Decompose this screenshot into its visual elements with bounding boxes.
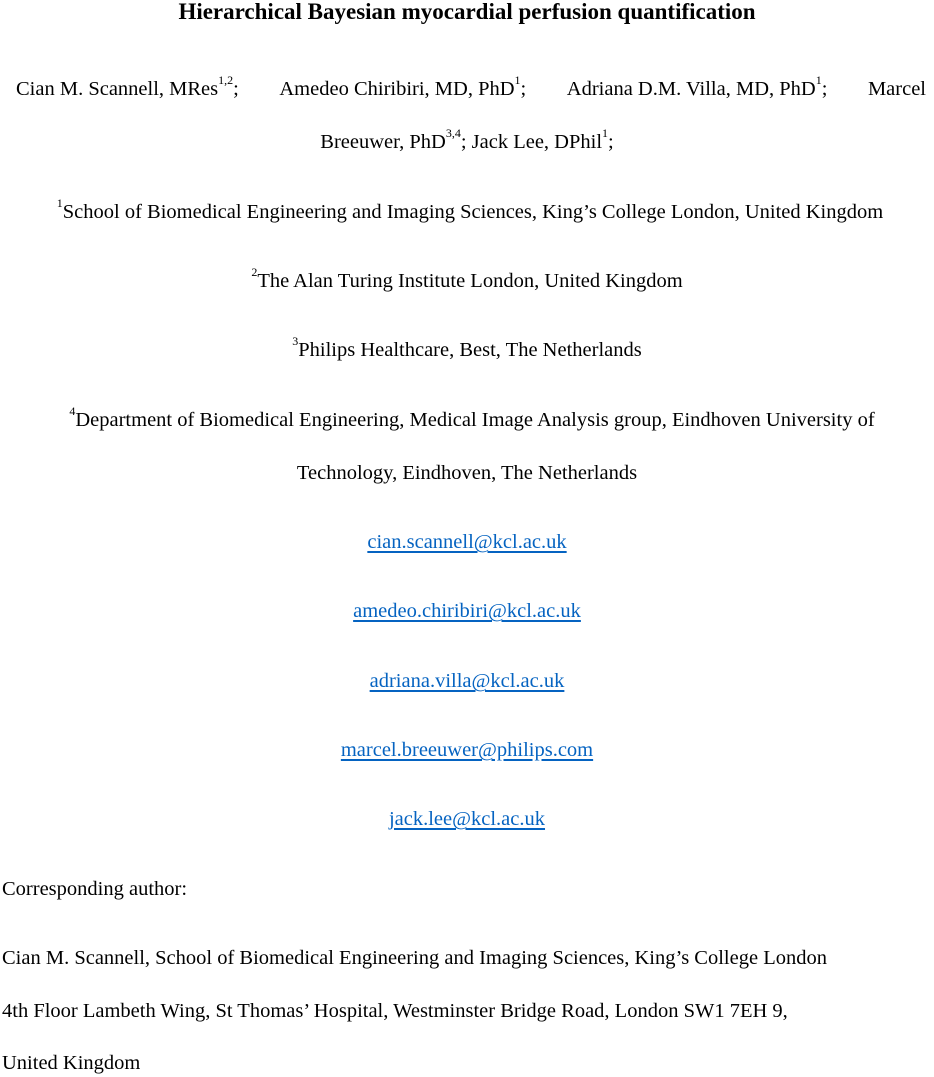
- author-line-1: [16, 73, 926, 102]
- email-link-breeuwer[interactable]: marcel.breeuwer@philips.com: [340, 739, 594, 761]
- affiliation-2: $^2$The Alan Turing Institute London, United Kingdom: [251, 265, 683, 292]
- email-link-scannell[interactable]: cian.scannell@kcl.ac.uk: [367, 531, 567, 553]
- author-breeuwer-part1: Marcel: [867, 78, 926, 100]
- corresponding-address-line-2: 4th Floor Lambeth Wing, St Thomas’ Hospital, Westminster Bridge Road, London SW1 7EH 9,: [2, 1000, 788, 1022]
- paper-title: Hierarchical Bayesian myocardial perfusion quantification: [178, 0, 756, 24]
- email-link-villa[interactable]: adriana.villa@kcl.ac.uk: [369, 670, 565, 692]
- author-chiribiri: Amedeo Chiribiri, MD, PhD$^1$;: [279, 73, 527, 100]
- author-line-2: [0, 126, 934, 155]
- author-villa: Adriana D.M. Villa, MD, PhD$^1$;: [566, 73, 828, 100]
- author-breeuwer-part2: Breeuwer, PhD$^{3,4}$;: [320, 126, 467, 153]
- email-row: [0, 668, 934, 694]
- email-row: [0, 737, 934, 763]
- corresponding-address-line-1: Cian M. Scannell, School of Biomedical Engineering and Imaging Sciences, King’s College London: [2, 947, 827, 969]
- affiliation-3: $^3$Philips Healthcare, Best, The Netherlands: [292, 334, 642, 361]
- affiliation-1: $^1$School of Biomedical Engineering and Imaging Sciences, King’s College London, United Kingdom: [56, 196, 884, 223]
- email-row: [0, 598, 934, 624]
- email-link-chiribiri[interactable]: amedeo.chiribiri@kcl.ac.uk: [353, 600, 581, 622]
- corresponding-address-line-3: United Kingdom: [2, 1052, 141, 1074]
- email-row: [0, 529, 934, 555]
- author-lee: Jack Lee, DPhil$^1$;: [471, 126, 614, 153]
- corresponding-author-label: Corresponding author:: [2, 878, 188, 900]
- email-link-lee[interactable]: jack.lee@kcl.ac.uk: [388, 808, 546, 830]
- affiliation-4: $^4$Department of Biomedical Engineering, Medical Image Analysis group, Eindhoven University of: [69, 404, 875, 431]
- email-row: [0, 806, 934, 832]
- author-scannell: Cian M. Scannell, MRes$^{1,2}$;: [16, 73, 239, 100]
- affiliation-4-continued: Technology, Eindhoven, The Netherlands: [296, 462, 638, 484]
